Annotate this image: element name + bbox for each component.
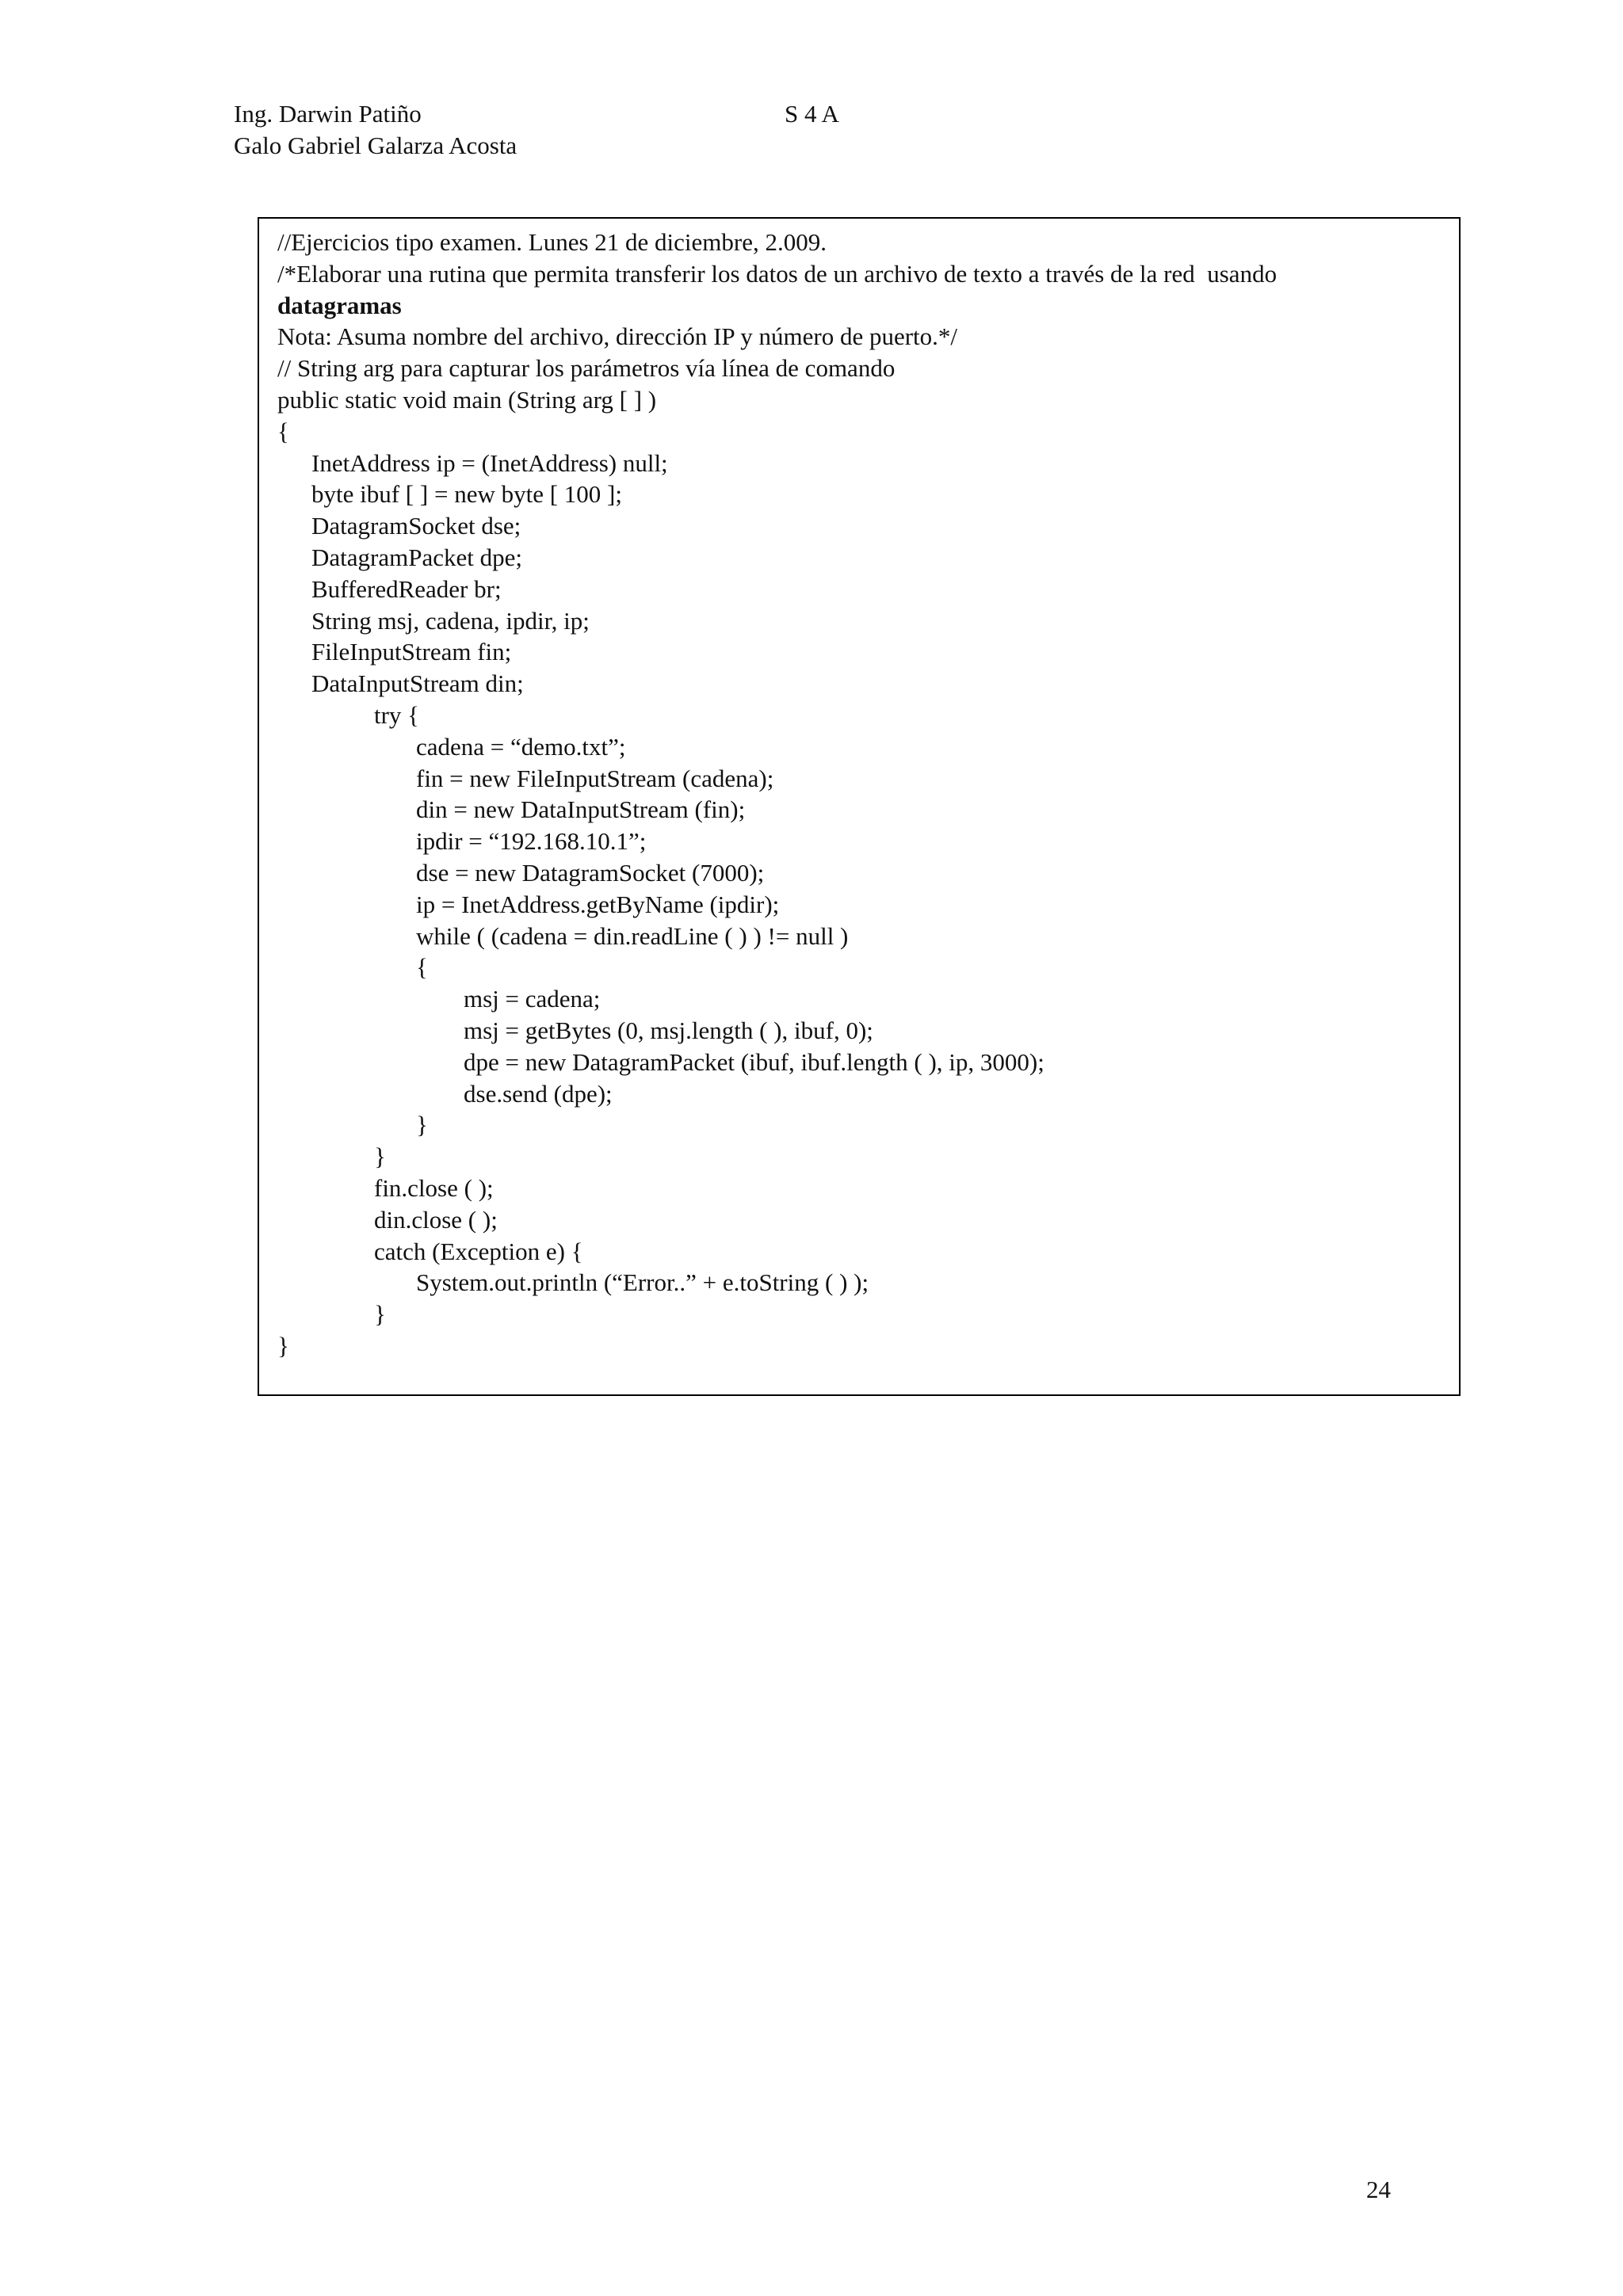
code-line: ipdir = “192.168.10.1”; <box>416 827 647 856</box>
code-line: while ( (cadena = din.readLine ( ) ) != null ) <box>416 921 849 950</box>
code-line: din.close ( ); <box>374 1205 498 1234</box>
code-lines <box>277 227 1277 1362</box>
code-line: } <box>374 1142 386 1171</box>
page-number: 24 <box>1366 2176 1391 2203</box>
code-line: Nota: Asuma nombre del archivo, dirección IP y número de puerto.*/ <box>277 322 958 351</box>
code-line: byte ibuf [ ] = new byte [ 100 ]; <box>311 480 622 509</box>
code-line: dse.send (dpe); <box>464 1079 613 1108</box>
code-line: dpe = new DatagramPacket (ibuf, ibuf.length ( ), ip, 3000); <box>464 1047 1044 1076</box>
code-line: //Ejercicios tipo examen. Lunes 21 de diciembre, 2.009. <box>277 228 827 256</box>
code-line: dse = new DatagramSocket (7000); <box>416 858 765 887</box>
code-line: DataInputStream din; <box>311 669 524 698</box>
code-line: fin = new FileInputStream (cadena); <box>416 764 774 792</box>
code-line: cadena = “demo.txt”; <box>416 732 626 761</box>
code-line: datagramas <box>277 291 402 319</box>
code-line: InetAddress ip = (InetAddress) null; <box>311 448 668 477</box>
code-line: System.out.println (“Error..” + e.toString ( ) ); <box>416 1268 869 1297</box>
code-line: { <box>277 417 289 445</box>
code-line: } <box>416 1111 428 1139</box>
code-line: din = new DataInputStream (fin); <box>416 795 746 824</box>
code-line: } <box>374 1300 386 1329</box>
code-line: catch (Exception e) { <box>374 1237 583 1265</box>
code-line: msj = getBytes (0, msj.length ( ), ibuf, 0); <box>464 1016 873 1044</box>
code-line: // String arg para capturar los parámetros vía línea de comando <box>277 354 896 383</box>
code-line: FileInputStream fin; <box>311 638 512 666</box>
code-line: String msj, cadena, ipdir, ip; <box>311 606 590 635</box>
code-line: try { <box>374 700 420 729</box>
code-line: DatagramPacket dpe; <box>311 543 522 571</box>
code-listing-box <box>258 217 1461 1396</box>
code-line: } <box>277 1331 289 1360</box>
code-line: { <box>416 953 428 982</box>
code-line: public static void main (String arg [ ] ) <box>277 385 657 414</box>
code-line: msj = cadena; <box>464 985 601 1013</box>
code-line: fin.close ( ); <box>374 1173 494 1202</box>
code-line: DatagramSocket dse; <box>311 512 521 540</box>
student-name: Galo Gabriel Galarza Acosta <box>234 132 517 159</box>
code-line: /*Elaborar una rutina que permita transferir los datos de un archivo de texto a través de la red usando <box>277 259 1277 288</box>
code-line: ip = InetAddress.getByName (ipdir); <box>416 890 780 918</box>
author-name: Ing. Darwin Patiño <box>234 100 422 128</box>
code-line: BufferedReader br; <box>311 574 502 603</box>
section-code: S 4 A <box>785 100 839 128</box>
